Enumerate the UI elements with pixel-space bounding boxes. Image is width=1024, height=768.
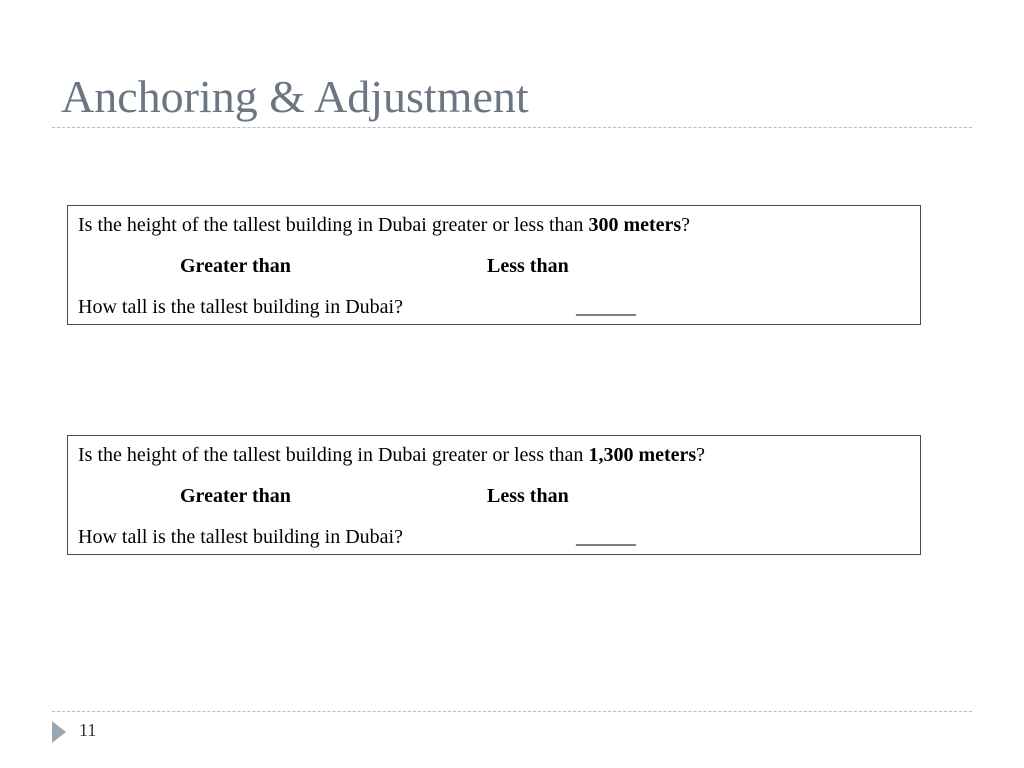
option-less-than[interactable]: Less than: [487, 485, 569, 507]
option-greater-than[interactable]: Greater than: [180, 485, 291, 507]
answer-blank[interactable]: ______: [576, 526, 636, 548]
slide-number: 11: [79, 720, 97, 740]
question-box-2: [67, 435, 921, 555]
prompt-text: Is the height of the tallest building in Dubai greater or less than: [78, 444, 589, 466]
triangle-right-icon: [52, 721, 66, 743]
title-divider: [52, 127, 972, 128]
follow-up-question: How tall is the tallest building in Dubai?: [78, 526, 403, 548]
prompt-suffix: ?: [681, 214, 691, 236]
anchor-value: 1,300 meters: [588, 444, 697, 466]
answer-blank[interactable]: ______: [576, 296, 636, 318]
anchor-value: 300 meters: [588, 214, 682, 236]
prompt-text: Is the height of the tallest building in Dubai greater or less than: [78, 214, 589, 236]
slide-title: Anchoring & Adjustment: [61, 71, 529, 122]
question-prompt: [78, 443, 705, 467]
option-less-than[interactable]: Less than: [487, 255, 569, 277]
follow-up-question: How tall is the tallest building in Dubai?: [78, 296, 403, 318]
option-greater-than[interactable]: Greater than: [180, 255, 291, 277]
question-box-1: [67, 205, 921, 325]
footer-divider: [52, 711, 972, 712]
question-prompt: [78, 213, 690, 237]
prompt-suffix: ?: [696, 444, 706, 466]
